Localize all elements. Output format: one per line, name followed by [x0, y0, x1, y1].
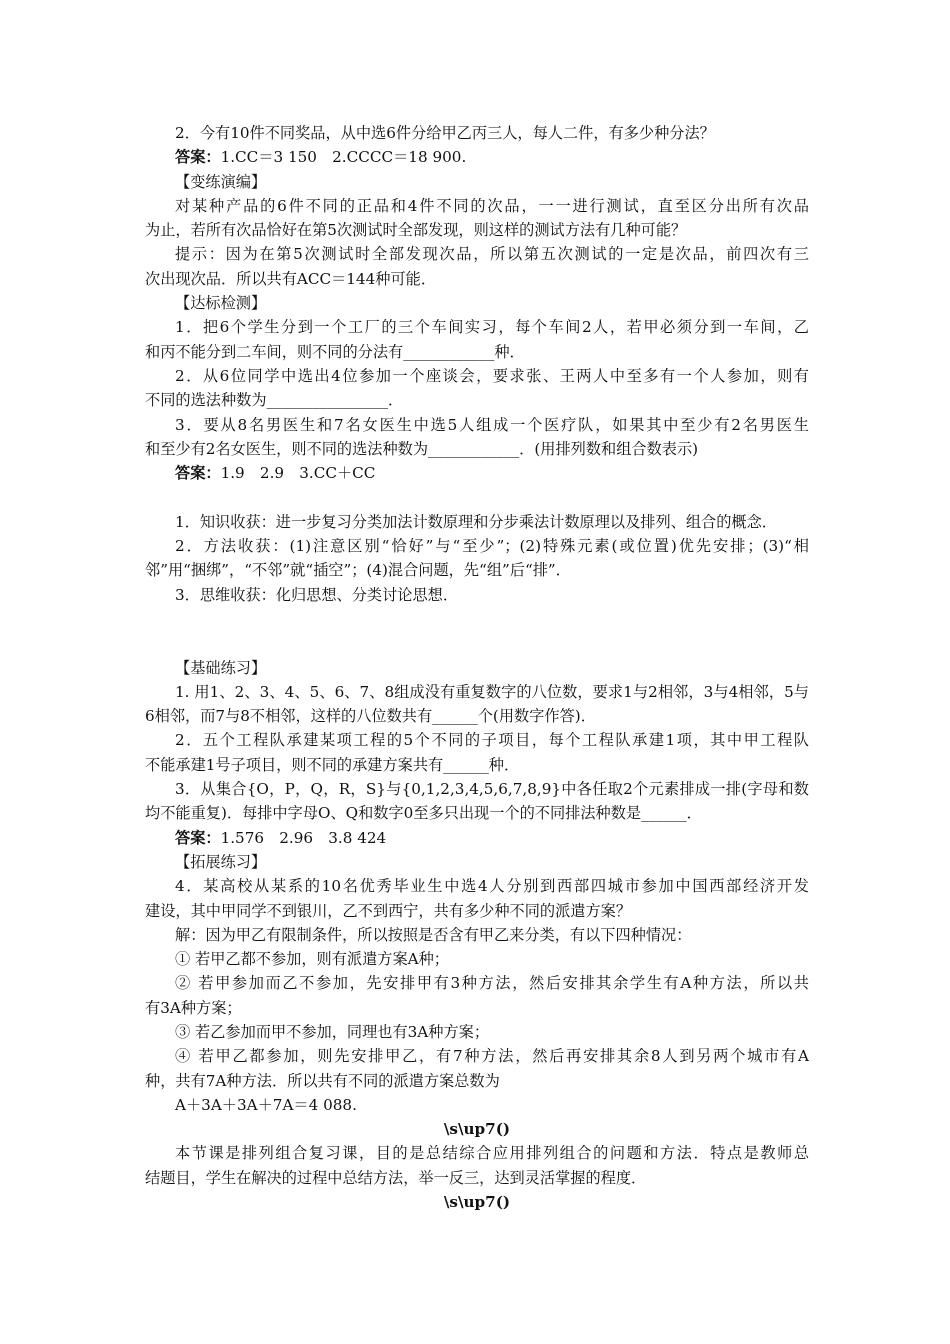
text-line: ③ 若乙参加而甲不参加，同理也有3A种方案； [175, 1022, 490, 1041]
text-line: 均不能重复)．每排中字母O、Q和数字0至多只出现一个的不同排法种数是______． [145, 804, 702, 823]
document-page [145, 121, 809, 1214]
text-line: 2．方法收获：(1)注意区别“恰好”与“至少”；(2)特殊元素(或位置)优先安排；(3)“相 [175, 537, 809, 556]
blank-line [145, 485, 809, 509]
text-line: 提示：因为在第5次测试时全部发现次品，所以第五次测试的一定是次品，前四次有三 [175, 245, 809, 264]
field-code-line: \s\up7() [443, 1193, 511, 1212]
blank-line [145, 631, 809, 655]
text-line: 3．从集合{O，P，Q，R，S}与{0,1,2,3,4,5,6,7,8,9}中各任取2个元素排成一排(字母和数 [175, 780, 809, 799]
text-line: 2．从6位同学中选出4位参加一个座谈会，要求张、王两人中至多有一个人参加，则有 [175, 366, 809, 385]
text-line: 建设，其中甲同学不到银川，乙不到西宁，共有多少种不同的派遣方案？ [145, 901, 631, 920]
text-line: 6相邻，而7与8不相邻，这样的八位数共有______个(用数字作答)． [145, 707, 596, 726]
text-line: ① 若甲乙都不参加，则有派遣方案A种； [175, 950, 449, 969]
section-heading: 【变练演编】 [175, 172, 267, 191]
text-line: 1. 用1、2、3、4、5、6、7、8组成没有重复数字的八位数，要求1与2相邻，3与4相邻，5与 [175, 682, 809, 701]
answer-text: 1.9 2.9 3.CC＋CC [220, 464, 376, 483]
field-code-line: \s\up7() [443, 1120, 511, 1139]
text-line: 3．思维收获：化归思想、分类讨论思想． [175, 585, 459, 604]
text-line: 结题目，学生在解决的过程中总结方法，举一反三，达到灵活掌握的程度． [145, 1168, 647, 1187]
text-line: 种，共有7A种方法．所以共有不同的派遣方案总数为 [145, 1071, 500, 1090]
text-line: 和丙不能分到二车间，则不同的分法有____________种． [145, 342, 525, 361]
answer-line [145, 145, 809, 169]
text-line: 解：因为甲乙有限制条件，所以按照是否含有甲乙来分类，有以下四种情况： [175, 925, 692, 944]
text-line: 不能承建1号子项目，则不同的承建方案共有______种． [145, 755, 520, 774]
answer-label: 答案： [175, 828, 221, 847]
text-line: ② 若甲参加而乙不参加，先安排甲有3种方法，然后安排其余学生有A种方法，所以共 [175, 974, 809, 993]
formula-line: A＋3A＋3A＋7A＝4 088. [175, 1095, 357, 1114]
answer-label: 答案： [175, 148, 221, 167]
text-line: 2．五个工程队承建某项工程的5个不同的子项目，每个工程队承建1项，其中甲工程队 [175, 731, 809, 750]
answer-label: 答案： [175, 464, 221, 483]
text-line: 和至少有2名女医生，则不同的选法种数为____________．(用排列数和组合数表示) [145, 439, 699, 458]
text-line: 次出现次品．所以共有ACC＝144种可能． [145, 269, 437, 288]
text-line: 4．某高校从某系的10名优秀毕业生中选4人分别到西部四城市参加中国西部经济开发 [175, 877, 809, 896]
answer-line [145, 826, 809, 850]
section-heading: 【达标检测】 [175, 294, 267, 313]
text-line: 1．把6个学生分到一个工厂的三个车间实习，每个车间2人，若甲必须分到一车间，乙 [175, 318, 809, 337]
text-line: 不同的选法种数为________________． [145, 391, 404, 410]
text-line: 对某种产品的6件不同的正品和4件不同的次品，一一进行测试，直至区分出所有次品 [175, 196, 809, 215]
section-heading: 【拓展练习】 [175, 852, 267, 871]
text-line: 有3A种方案； [145, 998, 242, 1017]
blank-line [145, 607, 809, 631]
text-line: 2．今有10件不同奖品，从中选6件分给甲乙丙三人，每人二件，有多少种分法？ [175, 124, 715, 142]
answer-line [145, 461, 809, 485]
text-line: 本节课是排列组合复习课，目的是总结综合应用排列组合的问题和方法．特点是教师总 [175, 1144, 809, 1163]
text-line: 为止，若所有次品恰好在第5次测试时全部发现，则这样的测试方法有几种可能？ [145, 221, 687, 240]
text-line: 1．知识收获：进一步复习分类加法计数原理和分步乘法计数原理以及排列、组合的概念． [175, 512, 777, 531]
answer-text: 1.576 2.96 3.8 424 [220, 828, 387, 847]
answer-text: 1.CC＝3 150 2.CCCC＝18 900. [220, 148, 467, 167]
text-line: ④ 若甲乙都参加，则先安排甲乙，有7种方法，然后再安排其余8人到另两个城市有A [175, 1047, 809, 1066]
text-line: 3．要从8名男医生和7名女医生中选5人组成一个医疗队，如果其中至少有2名男医生 [175, 415, 809, 434]
section-heading: 【基础练习】 [175, 658, 267, 677]
text-line: 邻”用“捆绑”，“不邻”就“插空”；(4)混合问题，先“组”后“排”． [145, 561, 571, 580]
